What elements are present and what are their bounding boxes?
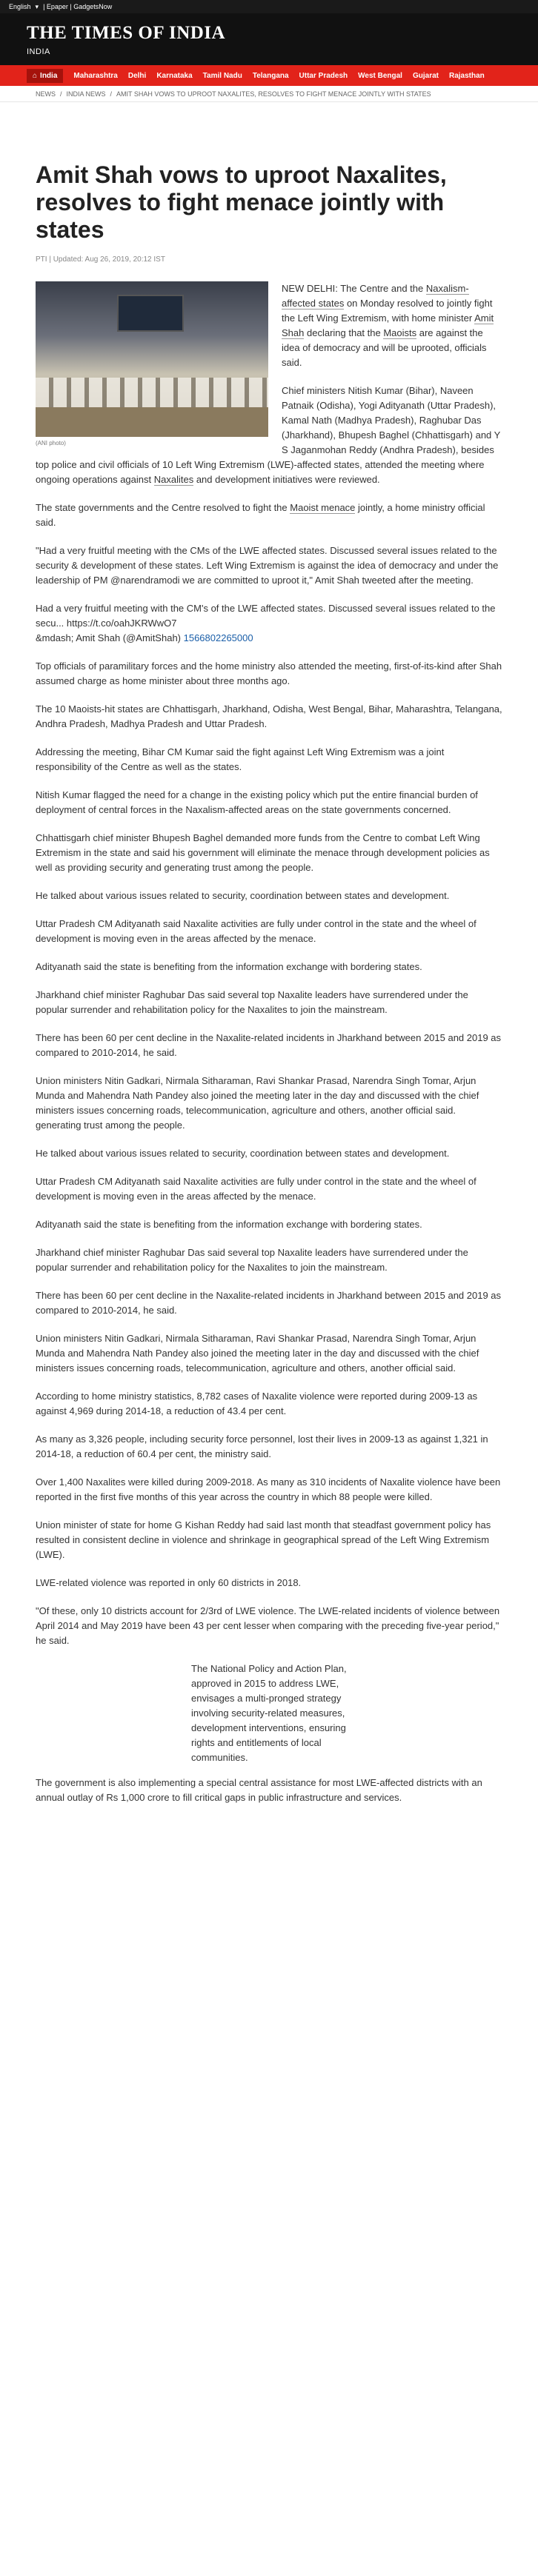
paragraph: NEW DELHI: The Centre and the Naxalism-affected states on Monday resolved to jointly fight the Left Wing Extremism, with home minister Amit Shah declaring that the Maoists are against the idea of democracy and will be uprooted, officials said.: [282, 283, 494, 368]
breadcrumb-separator: /: [110, 90, 113, 98]
article-title: Amit Shah vows to uproot Naxalites, resolves to fight menace jointly with states: [36, 161, 447, 243]
nav-item-maharashtra[interactable]: Maharashtra: [73, 71, 118, 80]
paragraph: Uttar Pradesh CM Adityanath said Naxalite activities are fully under control in the state and the wheel of development is moving even in the areas affected by the menace.: [36, 918, 476, 944]
breadcrumb-separator: /: [60, 90, 62, 98]
paragraph: generating trust among the people.: [36, 1120, 185, 1131]
paragraph: Union ministers Nitin Gadkari, Nirmala Sitharaman, Ravi Shankar Prasad, Narendra Singh Tomar, Arjun Munda and Mahendra Nath Pandey also joined the meeting later in the day and discussed with the chief ministers issues concerning roads, telecommunication, agriculture and others, another official said.: [36, 1333, 479, 1374]
nav-item-gujarat[interactable]: Gujarat: [412, 71, 439, 80]
nav-item-rajasthan[interactable]: Rajasthan: [448, 71, 485, 80]
article-figure: [36, 281, 268, 446]
photo-caption: (ANI photo): [36, 440, 66, 446]
breadcrumb: [0, 86, 538, 102]
paragraph: There has been 60 per cent decline in the Naxalite-related incidents in Jharkhand between 2015 and 2019 as compared to 2010-2014, he said.: [36, 1290, 502, 1316]
tweet-text: Had a very fruitful meeting with the CM's of the LWE affected states. Discussed several issues related to the secu... https://t.co/oahJKRWwO7: [36, 603, 496, 629]
nav-item-label: India: [40, 71, 58, 80]
paragraph: Jharkhand chief minister Raghubar Das said several top Naxalite leaders have surrendered under the popular surrender and rehabilitation policy for the Naxalites to join the mainstream.: [36, 989, 468, 1015]
paragraph: Adityanath said the state is benefiting from the information exchange with bordering states.: [36, 961, 422, 972]
paragraph: As many as 3,326 people, including security force personnel, lost their lives in 2009-13 as against 1,321 in 2014-18, a reduction of 60.4 per cent, the ministry said.: [36, 1433, 488, 1459]
article-meta: PTI | Updated: Aug 26, 2019, 20:12 IST: [36, 255, 165, 264]
paragraph: The National Policy and Action Plan, approved in 2015 to address LWE, envisages a multi-pronged strategy involving security-related measures, development interventions, ensuring rights and entitlements of local communities.: [191, 1663, 347, 1763]
nav-item-west-bengal[interactable]: West Bengal: [358, 71, 402, 80]
site-header: [0, 13, 538, 65]
breadcrumb-india-news[interactable]: INDIA NEWS: [66, 90, 106, 98]
nav-item-india[interactable]: [27, 69, 63, 83]
article-photo[interactable]: [36, 281, 268, 437]
topic-link[interactable]: Maoist menace: [290, 502, 356, 513]
home-icon: ⌂: [33, 71, 38, 80]
topic-link[interactable]: Amit Shah: [282, 312, 494, 338]
paragraph: The state governments and the Centre resolved to fight the Maoist menace jointly, a home ministry official said.: [36, 502, 485, 528]
paragraph: "Of these, only 10 districts account for 2/3rd of LWE violence. The LWE-related incidents of violence between April 2014 and May 2019 have been 43 per cent lesser when comparing with the preceding five-year period," he said.: [36, 1605, 500, 1646]
main-nav: [0, 65, 538, 86]
nav-item-karnataka[interactable]: Karnataka: [156, 71, 193, 80]
language-selector[interactable]: English: [9, 3, 31, 10]
indented-paragraph-block: [191, 1662, 347, 1765]
paragraph: Over 1,400 Naxalites were killed during 2009-2018. As many as 310 incidents of Naxalite violence have been reported in the first five months of this year across the country in which 88 people were killed.: [36, 1476, 501, 1502]
paragraph: The 10 Maoists-hit states are Chhattisgarh, Jharkhand, Odisha, West Bengal, Bihar, Maharashtra, Telangana, Andhra Pradesh, Madhya Pradesh and Uttar Pradesh.: [36, 703, 502, 729]
nav-item-uttar-pradesh[interactable]: Uttar Pradesh: [299, 71, 348, 80]
article: [0, 161, 538, 1805]
paragraph: The government is also implementing a special central assistance for most LWE-affected districts with an annual outlay of Rs 1,000 crore to fill critical gaps in public infrastructure and services.: [36, 1777, 482, 1803]
topic-link[interactable]: Naxalites: [153, 474, 194, 485]
top-utility-bar: [0, 0, 538, 13]
section-title: INDIA: [27, 47, 50, 57]
paragraph: Union minister of state for home G Kishan Reddy had said last month that steadfast government policy has resulted in consistent decline in violence and shrinkage in geographical spread of the Left Wing Extremism (LWE).: [36, 1519, 491, 1560]
paragraph: Top officials of paramilitary forces and the home ministry also attended the meeting, first-of-its-kind after Shah assumed charge as home minister about three months ago.: [36, 660, 502, 686]
chevron-down-icon[interactable]: ▾: [35, 2, 39, 10]
site-logo[interactable]: THE TIMES OF INDIA: [27, 23, 226, 43]
paragraph: Chhattisgarh chief minister Bhupesh Baghel demanded more funds from the Centre to combat Left Wing Extremism in the state and said his government will eliminate the menace through development policies as well as providing security and generating trust among the people.: [36, 832, 490, 873]
paragraph: Addressing the meeting, Bihar CM Kumar said the fight against Left Wing Extremism was a joint responsibility of the Centre as well as the states.: [36, 746, 445, 772]
tweet-link[interactable]: 1566802265000: [183, 632, 253, 643]
paragraph: Adityanath said the state is benefiting from the information exchange with bordering states.: [36, 1219, 422, 1230]
nav-item-delhi[interactable]: Delhi: [127, 71, 147, 80]
article-lead: [36, 281, 502, 501]
paragraph: There has been 60 per cent decline in the Naxalite-related incidents in Jharkhand between 2015 and 2019 as compared to 2010-2014, he said.: [36, 1032, 502, 1058]
paragraph: "Had a very fruitful meeting with the CMs of the LWE affected states. Discussed several issues related to the security & development of these states. Left Wing Extremism is against the idea of democracy and under the leadership of PM @narendramodi we are committed to uproot it," Amit Shah tweeted after the meeting.: [36, 545, 499, 586]
breadcrumb-current: AMIT SHAH VOWS TO UPROOT NAXALITES, RESOLVES TO FIGHT MENACE JOINTLY WITH STATES: [116, 90, 431, 98]
paragraph: He talked about various issues related to security, coordination between states and development.: [36, 890, 450, 901]
paragraph: Uttar Pradesh CM Adityanath said Naxalite activities are fully under control in the state and the wheel of development is moving even in the areas affected by the menace.: [36, 1176, 476, 1202]
epaper-links[interactable]: | Epaper | GadgetsNow: [43, 3, 113, 10]
nav-item-tamil-nadu[interactable]: Tamil Nadu: [202, 71, 242, 80]
paragraph: Union ministers Nitin Gadkari, Nirmala Sitharaman, Ravi Shankar Prasad, Narendra Singh Tomar, Arjun Munda and Mahendra Nath Pandey also joined the meeting later in the day and discussed with the chief ministers issues concerning roads, telecommunication, agriculture and others, another official said.: [36, 1075, 479, 1116]
paragraph: He talked about various issues related to security, coordination between states and development.: [36, 1148, 450, 1159]
topic-link[interactable]: Maoists: [383, 327, 417, 338]
paragraph: According to home ministry statistics, 8,782 cases of Naxalite violence were reported during 2009-13 as against 4,969 during 2014-18, a reduction of 43.4 per cent.: [36, 1391, 478, 1416]
paragraph: LWE-related violence was reported in only 60 districts in 2018.: [36, 1577, 302, 1588]
paragraph: Jharkhand chief minister Raghubar Das said several top Naxalite leaders have surrendered under the popular surrender and rehabilitation policy for the Naxalites to join the mainstream.: [36, 1247, 468, 1273]
embedded-tweet: [36, 601, 502, 646]
nav-item-telangana[interactable]: Telangana: [252, 71, 289, 80]
topic-link[interactable]: Naxalism-affected states: [282, 283, 469, 309]
paragraph: Nitish Kumar flagged the need for a change in the existing policy which put the entire financial burden of deployment of central forces in the Naxalism-affected areas on the state governments concerned.: [36, 789, 478, 815]
paragraph: Chief ministers Nitish Kumar (Bihar), Naveen Patnaik (Odisha), Yogi Adityanath (Uttar Pradesh), Kamal Nath (Madhya Pradesh), Raghubar Das (Jharkhand), Bhupesh Baghel (Chhattisgarh) and Y S Jaganmohan Reddy (Andhra Pradesh), besides top police and civil officials of 10 Left Wing Extremism (LWE)-affected states, attended the meeting where ongoing operations against Naxalites and development initiatives were reviewed.: [36, 385, 501, 485]
tweet-author: &mdash; Amit Shah (@AmitShah): [36, 632, 184, 643]
breadcrumb-news[interactable]: NEWS: [36, 90, 56, 98]
